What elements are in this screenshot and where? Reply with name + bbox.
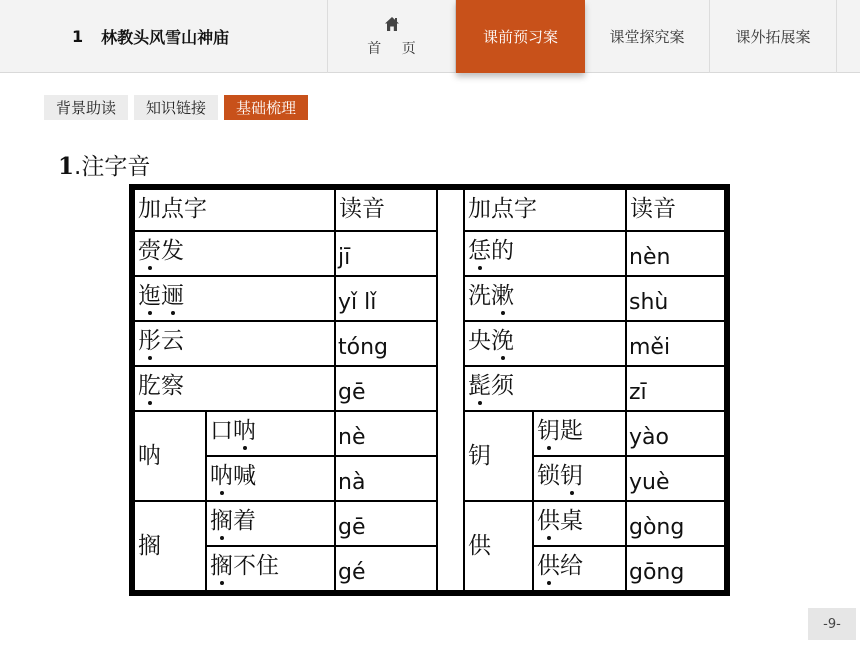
polyphone-char-cell: 呐 <box>135 412 205 500</box>
word-cell: 肐察 <box>135 367 334 410</box>
word-cell: 钥匙 <box>534 412 625 455</box>
polyphone-char-cell: 钥 <box>465 412 532 500</box>
pinyin-cell: yào <box>627 412 724 455</box>
lesson-number: 1 <box>72 27 84 46</box>
word-cell: 供给 <box>534 547 625 590</box>
word-cell: 洗漱 <box>465 277 625 320</box>
section-title: .注字音 <box>74 154 151 180</box>
word-cell: 恁的 <box>465 232 625 275</box>
pinyin-cell: yuè <box>627 457 724 500</box>
pinyin-cell: gē <box>336 367 436 410</box>
pinyin-cell: yǐ lǐ <box>336 277 436 320</box>
polyphone-char-cell: 供 <box>465 502 532 590</box>
pinyin-cell: nè <box>336 412 436 455</box>
pinyin-cell: tóng <box>336 322 436 365</box>
pinyin-cell: zī <box>627 367 724 410</box>
pinyin-cell: shù <box>627 277 724 320</box>
table-header: 加点字 <box>465 190 625 230</box>
table-gap-column <box>438 190 463 590</box>
word-cell: 供桌 <box>534 502 625 545</box>
table-header: 读音 <box>336 190 436 230</box>
top-navigation-bar <box>0 0 860 73</box>
word-cell: 搁不住 <box>207 547 334 590</box>
home-icon <box>384 16 400 32</box>
word-cell: 呐喊 <box>207 457 334 500</box>
word-cell: 赍发 <box>135 232 334 275</box>
pronunciation-table <box>129 184 730 596</box>
pinyin-cell: nèn <box>627 232 724 275</box>
lesson-title-text: 林教头风雪山神庙 <box>101 28 230 47</box>
lesson-title <box>0 0 328 73</box>
pinyin-cell: gōng <box>627 547 724 590</box>
word-cell: 口呐 <box>207 412 334 455</box>
home-button[interactable] <box>328 0 456 73</box>
pinyin-cell: gòng <box>627 502 724 545</box>
subtab-knowledge-link[interactable]: 知识链接 <box>134 95 218 120</box>
polyphone-char-cell: 搁 <box>135 502 205 590</box>
tab-classroom[interactable]: 课堂探究案 <box>585 0 710 73</box>
pinyin-cell: jī <box>336 232 436 275</box>
pinyin-cell: nà <box>336 457 436 500</box>
section-heading <box>58 148 150 181</box>
home-label: 首 页 <box>367 40 424 57</box>
word-cell: 搁着 <box>207 502 334 545</box>
tab-preview[interactable]: 课前预习案 <box>456 0 585 73</box>
table-header: 加点字 <box>135 190 334 230</box>
subtab-bar <box>44 95 314 120</box>
word-cell: 髭须 <box>465 367 625 410</box>
word-cell: 彤云 <box>135 322 334 365</box>
page-number: -9- <box>808 608 856 640</box>
subtab-basics[interactable]: 基础梳理 <box>224 95 308 120</box>
word-cell: 迤逦 <box>135 277 334 320</box>
subtab-background[interactable]: 背景助读 <box>44 95 128 120</box>
word-cell: 央浼 <box>465 322 625 365</box>
pinyin-cell: měi <box>627 322 724 365</box>
section-number: 1 <box>58 153 75 180</box>
pinyin-cell: gé <box>336 547 436 590</box>
table-header: 读音 <box>627 190 724 230</box>
tab-extension[interactable]: 课外拓展案 <box>710 0 837 73</box>
pinyin-cell: gē <box>336 502 436 545</box>
word-cell: 锁钥 <box>534 457 625 500</box>
